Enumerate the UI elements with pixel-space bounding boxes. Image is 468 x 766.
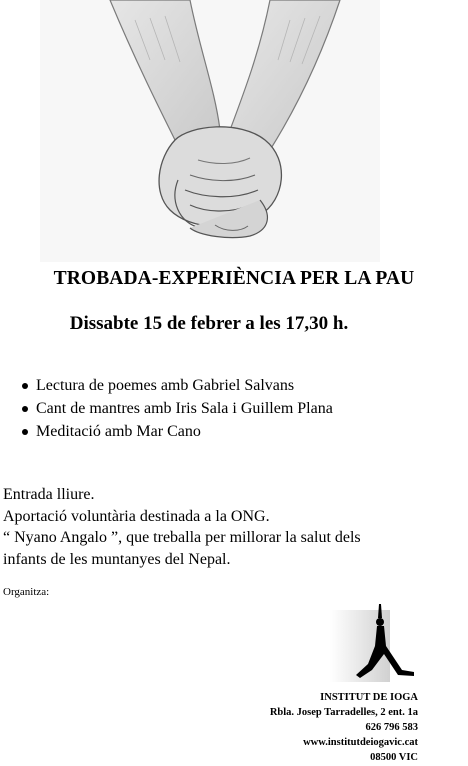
list-item: Cant de mantres amb Iris Sala i Guillem Plana [36, 397, 333, 420]
list-item: Lectura de poemes amb Gabriel Salvans [36, 374, 333, 397]
organizer-contact [270, 690, 418, 765]
organizer-label: Organitza: [3, 586, 50, 598]
donation-text-2: “ Nyano Angalo ”, que treballa per millorar la salut dels [3, 529, 361, 546]
activities-list [36, 374, 333, 443]
organizer-name: INSTITUT DE IOGA [320, 692, 418, 703]
yoga-pose-logo-icon [330, 600, 422, 688]
organizer-website: www.institutdeiogavic.cat [303, 737, 418, 748]
event-title: TROBADA-EXPERIÈNCIA PER LA PAU [53, 268, 415, 289]
holding-hands-illustration [40, 0, 380, 262]
organizer-phone: 626 796 583 [365, 722, 418, 733]
organizer-address: Rbla. Josep Tarradelles, 2 ent. 1a [269, 707, 418, 718]
donation-text-3: infants de les muntanyes del Nepal. [3, 550, 231, 568]
organizer-postal: 08500 VIC [370, 752, 418, 763]
list-item: Meditació amb Mar Cano [36, 420, 333, 443]
event-date: Dissabte 15 de febrer a les 17,30 h. [69, 313, 349, 334]
event-info [3, 484, 423, 570]
donation-text-1: Aportació voluntària destinada a la ONG. [3, 507, 270, 525]
entry-text: Entrada lliure. [3, 486, 95, 503]
